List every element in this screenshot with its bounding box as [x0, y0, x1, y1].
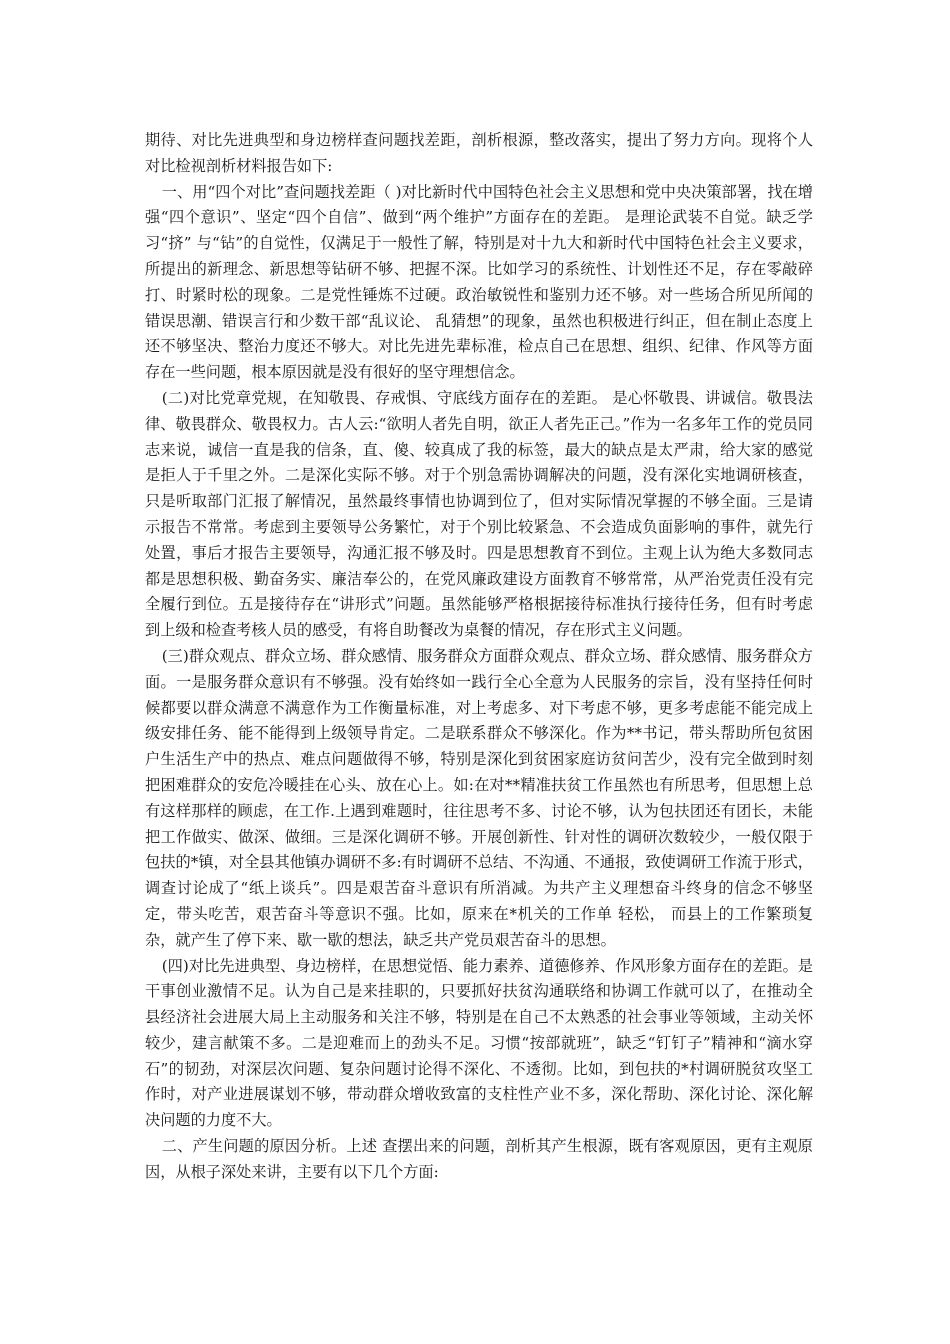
paragraph-intro: 期待、对比先进典型和身边榜样查问题找差距，剖析根源，整改落实，提出了努力方向。现将个人对比检视剖析材料报告如下: [145, 131, 813, 175]
paragraph-section-2: 二、产生问题的原因分析。上述 查摆出来的问题，剖析其产生根源，既有客观原因，更有主观原因，从根子深处来讲，主要有以下几个方面: [145, 1137, 813, 1181]
paragraph-section-1: 一、用“四个对比”查问题找差距（ )对比新时代中国特色社会主义思想和党中央决策部署，找在增强“四个意识”、坚定“四个自信”、做到“两个维护”方面存在的差距。 是理论武装不自觉。缺乏学习“挤” 与“钻”的自觉性，仅满足于一般性了解，特别是对十九大和新时代中国特色社会主义要求，所提出的新理念、新思想等钻研不够、把握不深。比如学习的系统性、计划性还不足，存在零敲碎打、时紧时松的现象。二是党性锤炼不过硬。政治敏锐性和鉴别力还不够。对一些场合所见所闻的错误思潮、错误言行和少数干部“乱议论、 乱猜想”的现象，虽然也积极进行纠正，但在制止态度上还不够坚决、整治力度还不够大。对比先进先辈标准，检点自己在思想、组织、纪律、作风等方面存在一些问题，根本原因就是没有很好的坚守理想信念。 [145, 182, 813, 382]
paragraph-section-1-4: (四)对比先进典型、身边榜样，在思想觉悟、能力素养、道德修养、作风形象方面存在的差距。是干事创业激情不足。认为自己是来挂职的，只要抓好扶贫沟通联络和协调工作就可以了，在推动全县经济社会进展大局上主动服务和关注不够，特别是在自己不太熟悉的社会事业等领域，主动关怀较少，建言献策不多。二是迎难而上的劲头不足。习惯“按部就班”，缺乏“钉钉子”精神和“滴水穿石”的韧劲，对深层次问题、复杂问题讨论得不深化、不透彻。比如，到包扶的*村调研脱贫攻坚工作时，对产业进展谋划不够，带动群众增收致富的支柱性产业不多，深化帮助、深化讨论、深化解决问题的力度不大。 [145, 956, 813, 1130]
paragraph-section-1-2: (二)对比党章党规，在知敬畏、存戒惧、守底线方面存在的差距。 是心怀敬畏、讲诚信。敬畏法律、敬畏群众、敬畏权力。古人云:“欲明人者先自明，欲正人者先正己。”作为一名多年工作的党员同志来说，诚信一直是我的信条，直、傻、较真成了我的标签，最大的缺点是太严肃，给大家的感觉是拒人于千里之外。二是深化实际不够。对于个别急需协调解决的问题，没有深化实地调研核查，只是听取部门汇报了解情况，虽然最终事情也协调到位了，但对实际情况掌握的不够全面。三是请示报告不常常。考虑到主要领导公务繁忙，对于个别比较紧急、不会造成负面影响的事件，就先行处置，事后才报告主要领导，沟通汇报不够及时。四是思想教育不到位。主观上认为绝大多数同志都是思想积极、勤奋务实、廉洁奉公的，在党风廉政建设方面教育不够常常，从严治党责任没有完全履行到位。五是接待存在“讲形式”问题。虽然能够严格根据接待标准执行接待任务，但有时考虑到上级和检查考核人员的感受，有将自助餐改为桌餐的情况，存在形式主义问题。 [145, 388, 813, 640]
document-body [145, 128, 813, 1186]
paragraph-section-1-3: (三)群众观点、群众立场、群众感情、服务群众方面群众观点、群众立场、群众感情、服务群众方面。一是服务群众意识有不够强。没有始终如一践行全心全意为人民服务的宗旨，没有坚持任何时候都要以群众满意不满意作为工作衡量标准，对上考虑多、对下考虑不够，更多考虑能不能完成上级安排任务、能不能得到上级领导肯定。二是联系群众不够深化。作为**书记，带头帮助所包贫困户生活生产中的热点、难点问题做得不够，特别是深化到贫困家庭访贫问苦少，没有完全做到时刻把困难群众的安危冷暖挂在心头、放在心上。如:在对**精准扶贫工作虽然也有所思考，但思想上总有这样那样的顾虑，在工作.上遇到难题时，往往思考不多、讨论不够，认为包扶团还有团长，未能把工作做实、做深、做细。三是深化调研不够。开展创新性、针对性的调研次数较少，一般仅限于包扶的*镇，对全县其他镇办调研不多:有时调研不总结、不沟通、不通报，致使调研工作流于形式，调查讨论成了“纸上谈兵”。四是艰苦奋斗意识有所消减。为共产主义理想奋斗终身的信念不够坚定，带头吃苦，艰苦奋斗等意识不强。比如，原来在*机关的工作单 轻松， 而县上的工作繁琐复杂，就产生了停下来、歇一歇的想法，缺乏共产党员艰苦奋斗的思想。 [145, 646, 813, 949]
